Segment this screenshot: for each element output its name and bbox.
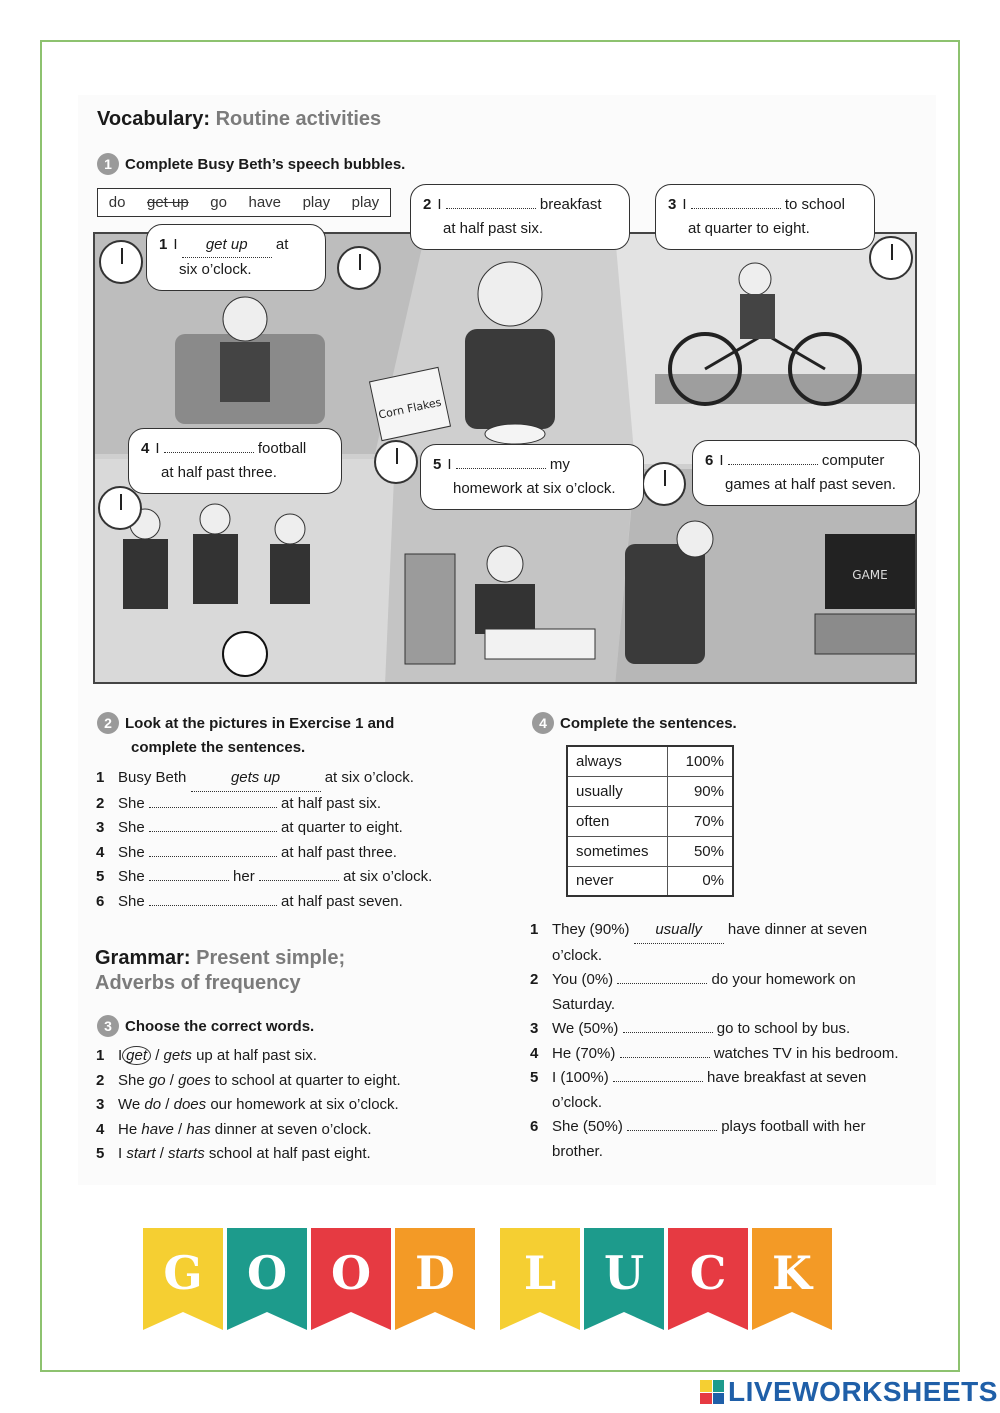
item-text: Busy Beth xyxy=(118,769,187,786)
item-number: 5 xyxy=(96,868,105,885)
exercise-3-text: Choose the correct words. xyxy=(125,1018,315,1035)
clock-icon xyxy=(98,486,142,530)
list-item xyxy=(530,1115,899,1140)
table-row xyxy=(567,836,733,866)
word-item: get up xyxy=(147,194,189,211)
bubble-text: breakfast xyxy=(539,196,602,213)
bubble-text: football xyxy=(257,440,307,457)
answer-blank[interactable] xyxy=(149,905,277,906)
speech-bubble-1 xyxy=(146,224,326,291)
item-text: She xyxy=(118,843,145,861)
speech-bubble-3 xyxy=(655,184,875,250)
bubble-text: I xyxy=(682,196,687,213)
word-option[interactable]: starts xyxy=(168,1145,205,1162)
list-item xyxy=(96,841,432,866)
clock-icon xyxy=(99,240,143,284)
bubble-text: to school xyxy=(784,196,845,213)
table-cell: 100% xyxy=(667,746,733,776)
list-item: 5 I start / starts school at half past eight. xyxy=(96,1142,401,1167)
answer-blank[interactable] xyxy=(149,831,277,832)
bubble-text: games at half past seven. xyxy=(725,476,896,493)
item-text: at six o’clock. xyxy=(324,769,414,786)
exercise-1-text: Complete Busy Beth’s speech bubbles. xyxy=(125,156,406,173)
item-text: She xyxy=(118,819,145,836)
bubble-number: 4 xyxy=(141,440,150,457)
liveworksheets-icon xyxy=(700,1380,724,1404)
speech-bubble-4 xyxy=(128,428,342,494)
item-text: I (100%) xyxy=(552,1069,609,1086)
word-item: have xyxy=(248,194,282,211)
list-item-continued: o’clock. xyxy=(552,1093,603,1111)
table-row xyxy=(567,776,733,806)
word-option[interactable]: go xyxy=(148,1071,166,1089)
item-text: go to school by bus. xyxy=(716,1020,851,1037)
bubble-number: 5 xyxy=(433,456,442,473)
word-option[interactable]: goes xyxy=(178,1071,211,1089)
bubble-text: at half past three. xyxy=(161,464,277,481)
list-item-continued: o’clock. xyxy=(552,946,603,964)
answer-blank[interactable] xyxy=(259,880,339,881)
bubble-3-answer[interactable] xyxy=(691,208,781,209)
grammar-subtitle: Present simple; xyxy=(196,947,346,969)
item-text: He (70%) xyxy=(552,1044,616,1062)
item-text: She xyxy=(118,892,145,910)
word-item: do xyxy=(108,194,126,211)
vocabulary-subtitle: Routine activities xyxy=(215,108,382,130)
item-number: 6 xyxy=(96,892,105,910)
list-item xyxy=(530,1017,899,1042)
exercise-4-list xyxy=(530,918,899,1164)
bubble-text: six o’clock. xyxy=(179,261,252,278)
list-item xyxy=(530,918,899,944)
bubble-text: at xyxy=(275,236,289,253)
item-text: She xyxy=(118,868,145,885)
word-option[interactable]: does xyxy=(173,1096,207,1113)
item-number: 2 xyxy=(530,971,539,988)
item-text: You (0%) xyxy=(552,971,614,988)
item-number: 5 xyxy=(530,1069,539,1086)
item-text: I xyxy=(118,1047,123,1064)
answer-blank[interactable] xyxy=(149,856,277,857)
list-item xyxy=(530,968,899,993)
grammar-subtitle: Adverbs of frequency xyxy=(95,972,301,994)
item-text: our homework at six o’clock. xyxy=(210,1096,399,1113)
item-text: He xyxy=(118,1120,138,1138)
banner-letter: C xyxy=(689,1246,727,1300)
exercise-2-instruction xyxy=(97,712,394,760)
liveworksheets-logo[interactable] xyxy=(700,1376,998,1408)
list-item: 2 She go / goes to school at quarter to eight. xyxy=(96,1069,401,1094)
item-text: plays football with her xyxy=(721,1118,866,1135)
exercise-3-number: 3 xyxy=(97,1015,119,1037)
clock-icon xyxy=(374,440,418,484)
banner-flag xyxy=(752,1228,832,1330)
bubble-text: I xyxy=(173,236,178,253)
answer-blank[interactable] xyxy=(613,1081,703,1082)
banner-letter: O xyxy=(330,1246,372,1300)
answer-blank[interactable] xyxy=(617,983,707,984)
table-cell: always xyxy=(567,746,667,776)
list-item xyxy=(96,792,432,817)
item-text: watches TV in his bedroom. xyxy=(713,1044,899,1062)
banner-letter: K xyxy=(772,1246,812,1300)
item-number: 3 xyxy=(530,1020,539,1037)
bubble-number: 3 xyxy=(668,196,677,213)
item-text: dinner at seven o’clock. xyxy=(214,1120,372,1138)
exercise-4-text: Complete the sentences. xyxy=(560,715,737,732)
banner-letter: L xyxy=(523,1246,557,1300)
speech-bubble-2 xyxy=(410,184,630,250)
exercise-3-instruction xyxy=(97,1015,314,1039)
banner-flag xyxy=(500,1228,580,1330)
item-text: her xyxy=(233,868,255,885)
bubble-1-answer[interactable]: get up xyxy=(182,233,272,258)
item-number: 4 xyxy=(530,1044,539,1062)
list-item-continued: brother. xyxy=(552,1142,603,1160)
bubble-text: I xyxy=(719,452,724,469)
bubble-text: computer xyxy=(821,452,885,469)
bubble-number: 1 xyxy=(159,236,168,253)
frequency-table xyxy=(566,745,734,897)
banner-flag xyxy=(143,1228,223,1330)
banner-flag xyxy=(395,1228,475,1330)
item-text: at six o’clock. xyxy=(343,868,433,885)
list-item: 1 I get / gets up at half past six. xyxy=(96,1044,401,1069)
exercise-4-number: 4 xyxy=(532,712,554,734)
bubble-number: 6 xyxy=(705,452,714,469)
bubble-text: at quarter to eight. xyxy=(688,220,810,237)
list-item: 3 We do / does our homework at six o’clock. xyxy=(96,1093,401,1118)
bubble-text: at half past six. xyxy=(443,220,544,237)
bubble-text: I xyxy=(155,440,160,457)
answer-blank[interactable]: gets up xyxy=(191,766,321,792)
item-number: 6 xyxy=(530,1118,539,1135)
item-text: have breakfast at seven xyxy=(707,1069,867,1086)
item-text: at half past seven. xyxy=(281,892,403,910)
list-item xyxy=(96,816,432,841)
word-item: play xyxy=(351,194,380,211)
clock-icon xyxy=(337,246,381,290)
word-option[interactable]: has xyxy=(186,1120,211,1138)
item-number: 2 xyxy=(96,1071,105,1089)
word-option[interactable]: gets xyxy=(163,1047,192,1064)
bubble-number: 2 xyxy=(423,196,432,213)
item-number: 4 xyxy=(96,1120,105,1138)
table-cell: usually xyxy=(567,776,667,806)
grammar-heading xyxy=(95,946,345,996)
exercise-2-list xyxy=(96,766,432,914)
item-text: She xyxy=(118,1071,145,1089)
word-item: go xyxy=(210,194,227,211)
vocabulary-heading xyxy=(97,108,381,131)
clock-icon xyxy=(869,236,913,280)
item-text: We xyxy=(118,1096,141,1113)
answer-blank[interactable] xyxy=(149,880,229,881)
bubble-6-answer[interactable] xyxy=(728,464,818,465)
banner-letter: D xyxy=(415,1246,455,1300)
table-cell: never xyxy=(567,866,667,896)
answer-blank[interactable] xyxy=(620,1057,710,1058)
item-text: up at half past six. xyxy=(196,1047,317,1064)
grammar-title: Grammar: xyxy=(95,947,191,969)
table-cell: sometimes xyxy=(567,836,667,866)
item-number: 3 xyxy=(96,1096,105,1113)
answer-blank[interactable] xyxy=(149,807,277,808)
word-option[interactable]: have xyxy=(141,1120,174,1138)
answer-blank[interactable]: usually xyxy=(634,918,724,944)
item-text: I xyxy=(118,1145,123,1162)
bubble-text: my xyxy=(549,456,570,473)
clock-icon xyxy=(642,462,686,506)
banner-flag xyxy=(584,1228,664,1330)
table-row xyxy=(567,806,733,836)
bubble-text: I xyxy=(447,456,452,473)
item-text: She xyxy=(118,794,145,812)
exercise-1-number: 1 xyxy=(97,153,119,175)
cereal-box-label: Corn Flakes xyxy=(377,395,443,422)
exercise-2-text: complete the sentences. xyxy=(131,739,306,756)
word-option-selected[interactable]: get xyxy=(122,1046,151,1065)
exercise-1-instruction xyxy=(97,153,405,177)
item-text: do your homework on xyxy=(711,971,856,988)
word-item: play xyxy=(302,194,331,211)
exercise-2-text: Look at the pictures in Exercise 1 and xyxy=(125,715,395,732)
item-text: at half past three. xyxy=(281,843,397,861)
item-text: have dinner at seven xyxy=(727,921,868,938)
word-option[interactable]: do xyxy=(144,1096,162,1113)
banner-letter: O xyxy=(246,1246,288,1300)
liveworksheets-text: LIVEWORKSHEETS xyxy=(728,1376,998,1407)
list-item xyxy=(530,1042,899,1067)
bubble-5-answer[interactable] xyxy=(456,468,546,469)
table-cell: 70% xyxy=(667,806,733,836)
table-cell: often xyxy=(567,806,667,836)
bubble-2-answer[interactable] xyxy=(446,208,536,209)
bubble-text: homework at six o’clock. xyxy=(453,480,616,497)
list-item xyxy=(96,865,432,890)
item-number: 2 xyxy=(96,794,105,812)
list-item xyxy=(530,1066,899,1091)
item-text: They (90%) xyxy=(552,921,630,938)
item-number: 1 xyxy=(530,921,539,938)
item-text: to school at quarter to eight. xyxy=(214,1071,401,1089)
list-item-continued: Saturday. xyxy=(552,995,616,1013)
exercise-2-number: 2 xyxy=(97,712,119,734)
banner-flag xyxy=(227,1228,307,1330)
list-item xyxy=(96,890,432,915)
table-cell: 90% xyxy=(667,776,733,806)
item-text: at quarter to eight. xyxy=(281,819,403,836)
item-number: 1 xyxy=(96,769,105,786)
item-text: school at half past eight. xyxy=(208,1145,371,1162)
item-text: at half past six. xyxy=(281,794,382,812)
item-number: 5 xyxy=(96,1145,105,1162)
answer-blank[interactable] xyxy=(623,1032,713,1033)
word-box xyxy=(97,188,391,217)
table-cell: 0% xyxy=(667,866,733,896)
word-option[interactable]: start xyxy=(126,1145,156,1162)
vocabulary-title: Vocabulary: xyxy=(97,108,210,130)
item-number: 3 xyxy=(96,819,105,836)
table-row xyxy=(567,866,733,896)
answer-blank[interactable] xyxy=(627,1130,717,1131)
banner-flag xyxy=(311,1228,391,1330)
speech-bubble-6 xyxy=(692,440,920,506)
list-item: 4 He have / has dinner at seven o’clock. xyxy=(96,1118,401,1143)
item-text: We (50%) xyxy=(552,1020,619,1037)
item-number: 1 xyxy=(96,1047,105,1064)
tv-screen-label: GAME xyxy=(852,568,888,582)
speech-bubble-5 xyxy=(420,444,644,510)
list-item xyxy=(96,766,432,792)
table-row xyxy=(567,746,733,776)
exercise-3-list xyxy=(96,1044,401,1167)
exercise-4-instruction xyxy=(532,712,737,736)
banner-letter: G xyxy=(163,1246,203,1300)
item-text: She (50%) xyxy=(552,1118,623,1135)
item-number: 4 xyxy=(96,843,105,861)
bubble-text: I xyxy=(437,196,442,213)
bubble-4-answer[interactable] xyxy=(164,452,254,453)
banner-letter: U xyxy=(603,1246,645,1300)
banner-flag xyxy=(668,1228,748,1330)
table-cell: 50% xyxy=(667,836,733,866)
